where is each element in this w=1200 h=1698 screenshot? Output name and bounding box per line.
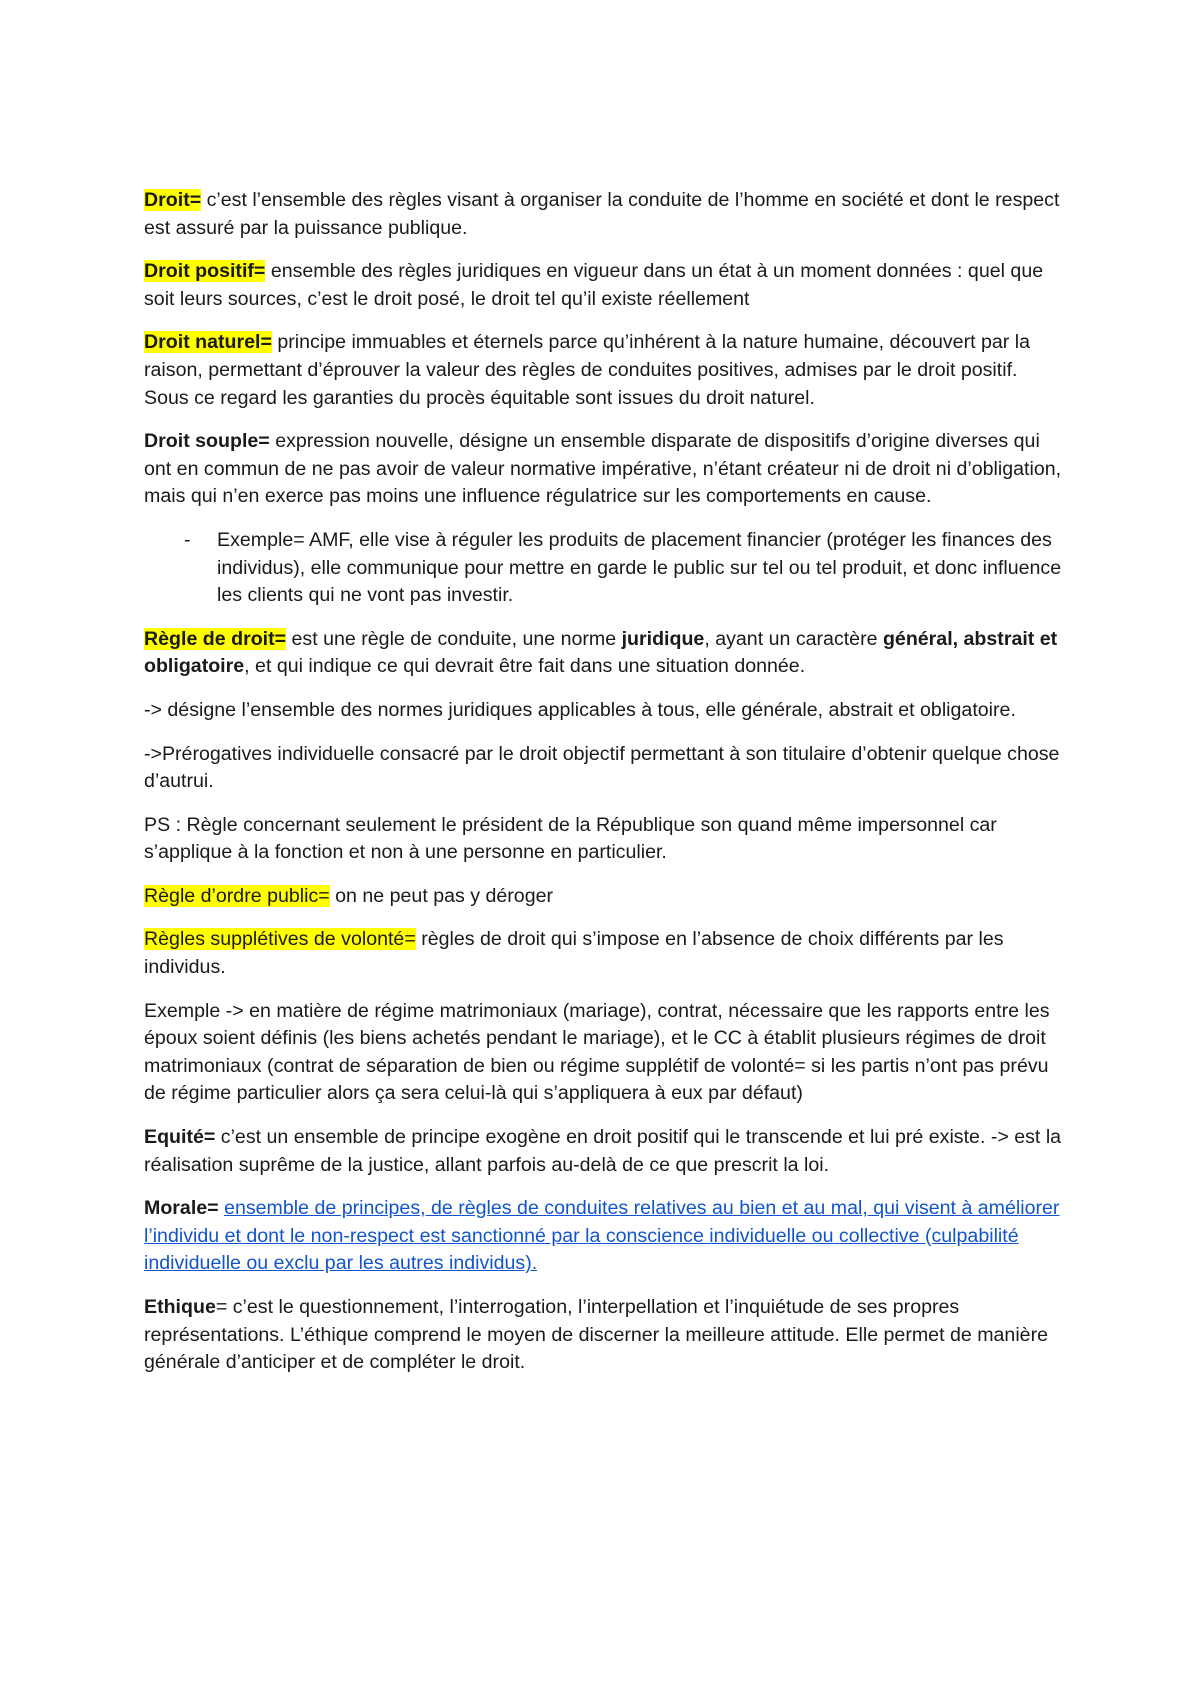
note-droit-subjectif: ->Prérogatives individuelle consacré par le droit objectif permettant à son titulaire d’obtenir quelque chose d’autrui. xyxy=(144,742,1060,793)
term-bold: Ethique xyxy=(144,1296,216,1318)
definition-droit xyxy=(144,187,1064,242)
note-droit-objectif: -> désigne l’ensemble des normes juridiques applicables à tous, elle générale, abstrait et obligatoire. xyxy=(144,698,1016,721)
definition-text: , et qui indique ce qui devrait être fait dans une situation donnée. xyxy=(244,655,806,678)
definition-droit-naturel xyxy=(144,329,1064,412)
list-item-example-amf xyxy=(144,527,1064,610)
definition-text: ensemble des règles juridiques en vigueur dans un état à un moment données : quel que soit leurs sources, c’est le droit posé, le droit tel qu’il existe réellement xyxy=(144,260,1044,310)
morale-link[interactable]: ensemble de principes, de règles de conduites relatives au bien et au mal, qui visent à améliorer l’individu et dont le non-respect est sanctionné par la conscience individuelle ou collective (culpabilité individuelle ou exclu par les autres individus). xyxy=(144,1197,1060,1275)
definition-ordre-public xyxy=(144,883,1064,911)
definition-droit-positif xyxy=(144,258,1064,313)
emphasis-juridique: juridique xyxy=(621,627,705,650)
term-bold: Droit souple= xyxy=(144,430,270,453)
term-highlight: Droit= xyxy=(144,189,202,211)
term-highlight: Droit naturel= xyxy=(144,331,272,354)
note-ps: PS : Règle concernant seulement le président de la République son quand même impersonnel car s’applique à la fonction et non à une personne en particulier. xyxy=(144,813,997,864)
term-highlight: Règles supplétives de volonté= xyxy=(144,928,416,951)
definition-text: on ne peut pas y déroger xyxy=(329,884,554,907)
definition-regle-de-droit xyxy=(144,626,1064,681)
definition-droit-souple xyxy=(144,428,1064,511)
term-bold: Equité= xyxy=(144,1126,216,1149)
definition-text: c’est un ensemble de principe exogène en droit positif qui le transcende et lui pré existe. -> est la réalisation suprême de la justice, allant parfois au-delà de ce que prescrit la loi. xyxy=(144,1126,1062,1176)
term-highlight: Règle d’ordre public= xyxy=(144,884,330,907)
definition-equite xyxy=(144,1124,1064,1179)
term-bold: Morale= xyxy=(144,1197,219,1220)
definition-text: = c’est le questionnement, l’interrogation, l’interpellation et l’inquiétude de ses propres représentations. L’éthique comprend le moyen de discerner la meilleure attitude. Elle permet de manière générale d’anticiper et de compléter le droit. xyxy=(144,1296,1048,1374)
definition-ethique xyxy=(144,1294,1064,1377)
document-body xyxy=(144,187,1064,1393)
list-item-text: Exemple= AMF, elle vise à réguler les produits de placement financier (protéger les finances des individus), elle communique pour mettre en garde le public sur tel ou tel produit, et donc influence les clients qui ne vont pas investir. xyxy=(217,528,1062,607)
emphasis-caracteres: général, abstrait et obligatoire xyxy=(144,627,1058,678)
term-highlight: Règle de droit= xyxy=(144,627,287,650)
definition-morale xyxy=(144,1195,1064,1278)
definition-text: c’est l’ensemble des règles visant à organiser la conduite de l’homme en société et dont le respect est assuré par la puissance publique. xyxy=(144,189,1060,239)
definition-text: principe immuables et éternels parce qu’inhérent à la nature humaine, découvert par la raison, permettant d’éprouver la valeur des règles de conduites positives, admises par le droit positif. Sous ce regard les garanties du procès équitable sont issues du droit naturel. xyxy=(144,331,1030,409)
definition-text: est une règle de conduite, une norme xyxy=(286,627,622,650)
definition-text: , ayant un caractère xyxy=(704,627,883,650)
example-regimes-matrimoniaux: Exemple -> en matière de régime matrimoniaux (mariage), contrat, nécessaire que les rapports entre les époux soient définis (les biens achetés pendant le mariage), et le CC à établit plusieurs régimes de droit matrimoniaux (contrat de séparation de bien ou régime supplétif de volonté= si les partis n’ont pas prévu de régime particulier alors ça sera celui-là qui s’appliquera à eux par défaut) xyxy=(144,999,1050,1105)
definition-text: expression nouvelle, désigne un ensemble disparate de dispositifs d’origine diverses qui ont en commun de ne pas avoir de valeur normative impérative, n’étant créateur ni de droit ni d’obligation, mais qui n’en exerce pas moins une influence régulatrice sur les comportements en cause. xyxy=(144,430,1062,508)
definition-regles-suppletives xyxy=(144,926,1064,981)
term-highlight: Droit positif= xyxy=(144,260,266,283)
list-dash: - xyxy=(184,528,191,551)
definition-text: règles de droit qui s’impose en l’absence de choix différents par les individus. xyxy=(144,928,1004,979)
